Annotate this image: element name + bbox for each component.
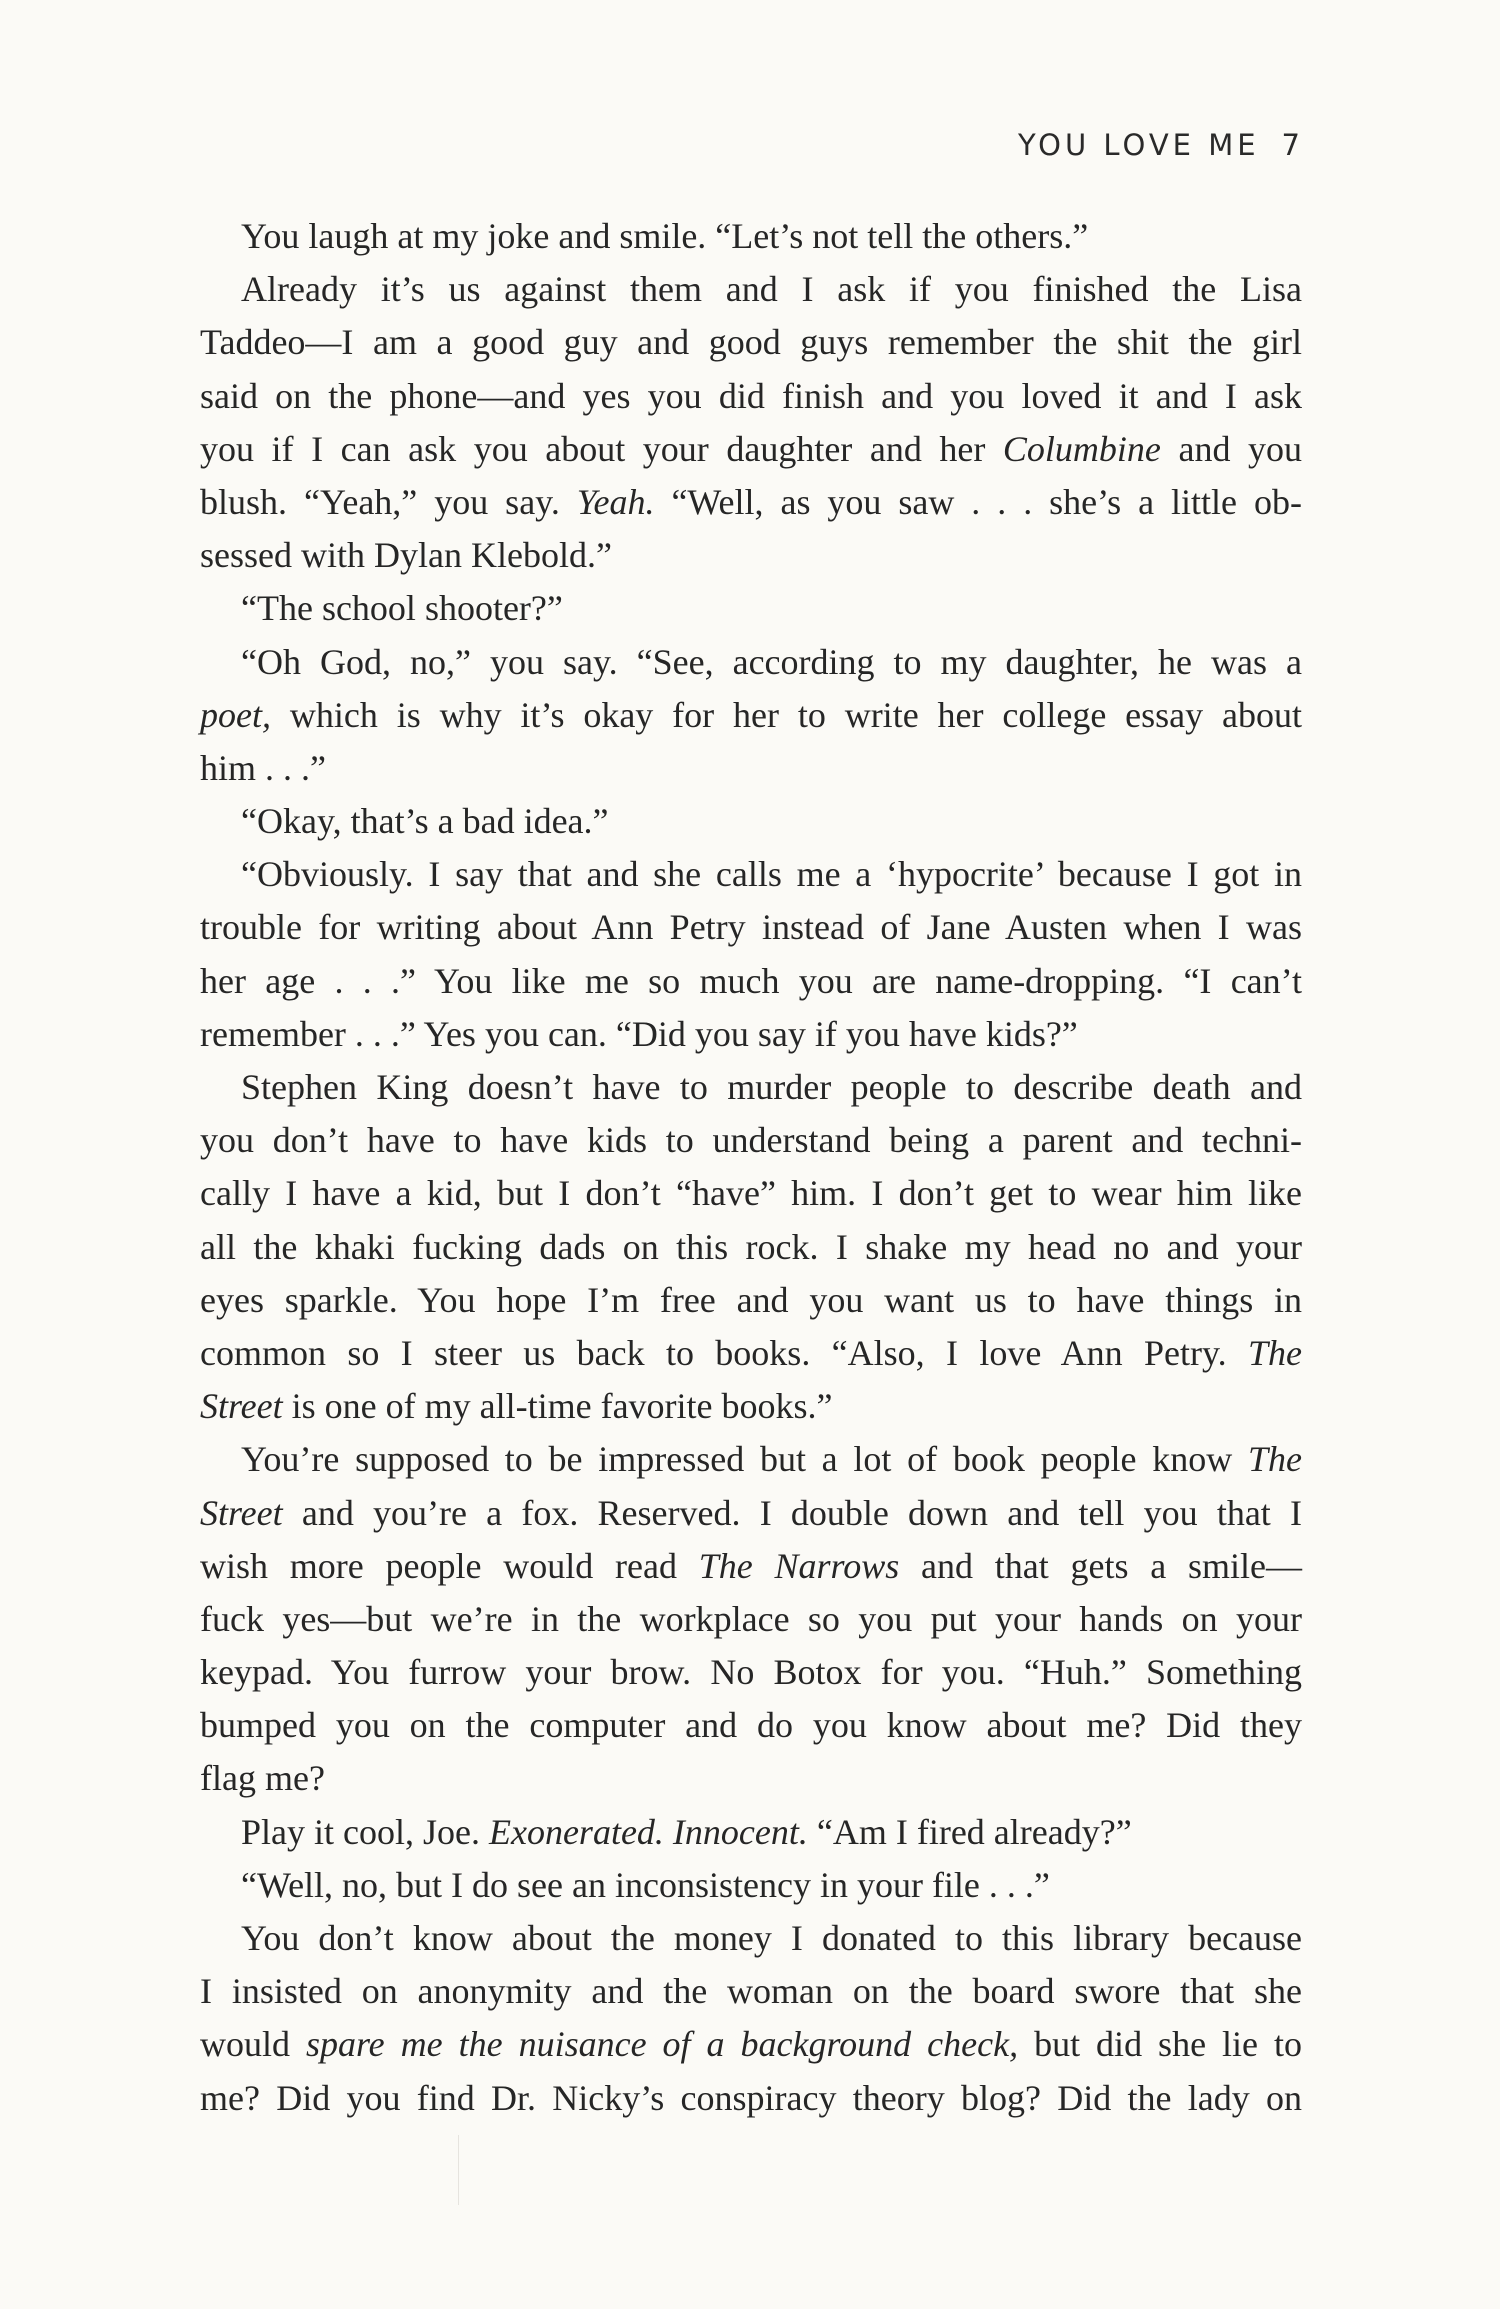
- text-line: her age . . .” You like me so much you are name-dropping. “I can’t: [200, 960, 1302, 1001]
- paragraph: [200, 1433, 1302, 1805]
- text-line: flag me?: [200, 1758, 325, 1799]
- text-line: Street and you’re a fox. Reserved. I double down and tell you that I: [200, 1492, 1302, 1533]
- text-line: “Obviously. I say that and she calls me a ‘hypocrite’ because I got in: [241, 854, 1302, 895]
- text-line: cally I have a kid, but I don’t “have” him. I don’t get to wear him like: [200, 1173, 1302, 1214]
- paragraph: [200, 795, 1302, 848]
- text-line: Taddeo—I am a good guy and good guys remember the shit the girl: [200, 322, 1302, 363]
- text-line: eyes sparkle. You hope I’m free and you want us to have things in: [200, 1279, 1302, 1320]
- paragraph: [200, 636, 1302, 796]
- text-line: “The school shooter?”: [241, 588, 563, 629]
- text-line: “Well, no, but I do see an inconsistency in your file . . .”: [241, 1864, 1050, 1905]
- paragraph: [200, 1859, 1302, 1912]
- text-line: said on the phone—and yes you did finish and you loved it and I ask: [200, 375, 1302, 416]
- italic-text: The Narrows: [698, 1545, 900, 1586]
- paragraph: [200, 848, 1302, 1061]
- text-line: blush. “Yeah,” you say. Yeah. “Well, as you saw . . . she’s a little ob-: [200, 481, 1302, 522]
- running-header: [1018, 128, 1304, 162]
- text-line: Stephen King doesn’t have to murder people to describe death and: [241, 1067, 1302, 1107]
- paragraph: [200, 263, 1302, 582]
- text-line: bumped you on the computer and do you know about me? Did they: [200, 1705, 1302, 1746]
- text-line: Street is one of my all-time favorite books.”: [200, 1386, 833, 1427]
- italic-text: Yeah.: [576, 481, 655, 522]
- text-line: You don’t know about the money I donated to this library because: [241, 1918, 1302, 1958]
- text-line: common so I steer us back to books. “Also, I love Ann Petry. The: [200, 1332, 1302, 1373]
- text-line: You laugh at my joke and smile. “Let’s not tell the others.”: [241, 216, 1089, 256]
- italic-text: The: [1248, 1332, 1302, 1373]
- paragraph: [200, 1912, 1302, 2125]
- text-line: trouble for writing about Ann Petry instead of Jane Austen when I was: [200, 907, 1302, 948]
- text-line: “Okay, that’s a bad idea.”: [241, 801, 609, 842]
- text-line: you if I can ask you about your daughter and her Columbine and you: [200, 428, 1302, 469]
- page-number: 7: [1281, 128, 1304, 162]
- text-line: remember . . .” Yes you can. “Did you say if you have kids?”: [200, 1013, 1078, 1054]
- paragraph: [200, 210, 1302, 263]
- running-title: YOU LOVE ME: [1017, 128, 1260, 162]
- text-line: You’re supposed to be impressed but a lot of book people know The: [241, 1439, 1302, 1480]
- text-line: poet, which is why it’s okay for her to write her college essay about: [200, 694, 1302, 735]
- italic-text: Street: [200, 1492, 283, 1533]
- text-line: Play it cool, Joe. Exonerated. Innocent. “Am I fired already?”: [241, 1811, 1132, 1852]
- paragraph: [200, 582, 1302, 635]
- paragraph: [200, 1806, 1302, 1859]
- italic-text: poet,: [200, 694, 271, 735]
- text-line: me? Did you find Dr. Nicky’s conspiracy theory blog? Did the lady on: [200, 2077, 1302, 2118]
- text-line: all the khaki fucking dads on this rock. I shake my head no and your: [200, 1226, 1302, 1267]
- text-line: Already it’s us against them and I ask if you finished the Lisa: [241, 269, 1302, 310]
- text-line: fuck yes—but we’re in the workplace so you put your hands on your: [200, 1598, 1302, 1639]
- text-line: you don’t have to have kids to understand being a parent and techni-: [200, 1120, 1302, 1161]
- italic-text: Street: [200, 1386, 283, 1427]
- text-line: wish more people would read The Narrows and that gets a smile—: [200, 1545, 1303, 1586]
- text-line: would spare me the nuisance of a background check, but did she lie to: [200, 2024, 1303, 2065]
- scan-artifact: [458, 2135, 459, 2205]
- italic-text: The: [1248, 1439, 1302, 1480]
- paragraph: [200, 1061, 1302, 1433]
- text-line: him . . .”: [200, 747, 326, 788]
- text-line: “Oh God, no,” you say. “See, according to my daughter, he was a: [241, 641, 1302, 682]
- text-line: keypad. You furrow your brow. No Botox for you. “Huh.” Something: [200, 1652, 1302, 1693]
- italic-text: Columbine: [1002, 428, 1161, 469]
- italic-text: Exonerated. Innocent.: [488, 1811, 808, 1852]
- text-line: sessed with Dylan Klebold.”: [200, 535, 612, 576]
- body-text: [200, 210, 1302, 2125]
- italic-text: spare me the nuisance of a background check,: [306, 2024, 1019, 2065]
- text-line: I insisted on anonymity and the woman on the board swore that she: [200, 1971, 1302, 2012]
